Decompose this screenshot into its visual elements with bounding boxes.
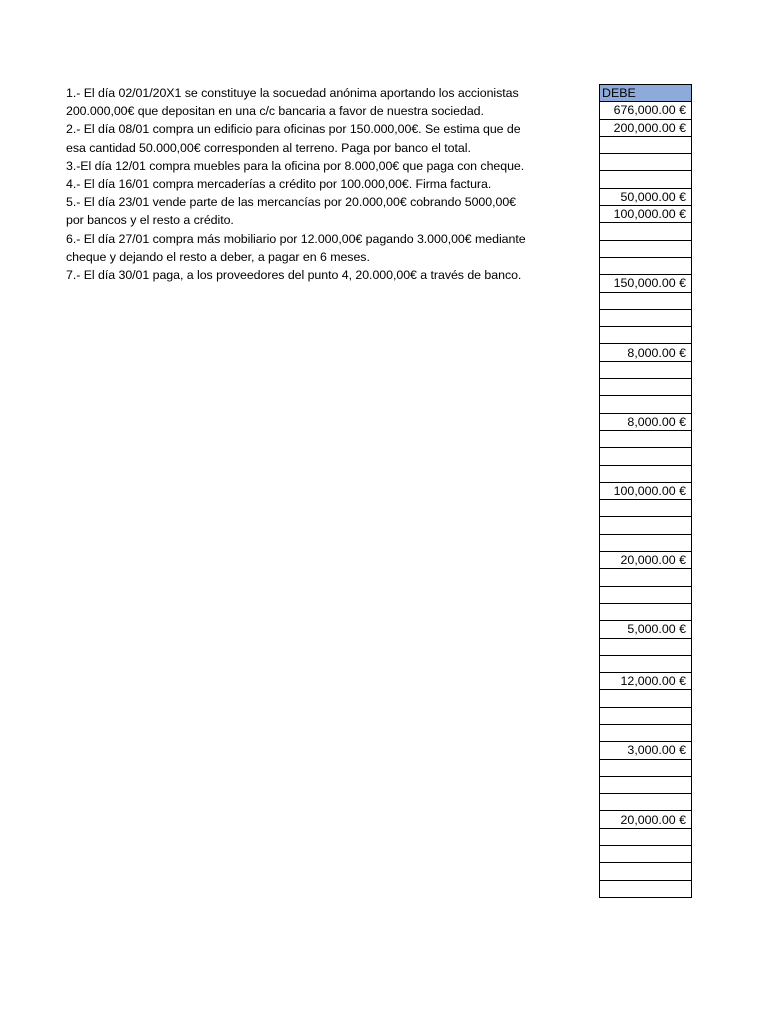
debe-cell[interactable] [600,828,692,845]
debe-cell[interactable] [600,863,692,880]
debe-row [600,206,692,223]
debe-cell[interactable]: 20,000.00 € [600,811,692,828]
debe-row [600,534,692,551]
debe-cell[interactable] [600,379,692,396]
debe-cell[interactable]: 100,000.00 € [600,206,692,223]
statement-line: 6.- El día 27/01 compra más mobiliario por 12.000,00€ pagando 3.000,00€ mediante [66,231,526,246]
debe-cell[interactable] [600,603,692,620]
debe-row [600,690,692,707]
debe-cell[interactable]: 3,000.00 € [600,742,692,759]
debe-row [600,102,692,119]
debe-row [600,136,692,153]
debe-cell[interactable]: 12,000.00 € [600,673,692,690]
debe-cell[interactable] [600,223,692,240]
debe-row [600,794,692,811]
debe-row [600,828,692,845]
debe-row [600,465,692,482]
debe-row [600,552,692,569]
debe-row [600,188,692,205]
debe-cell[interactable] [600,880,692,897]
debe-row [600,811,692,828]
debe-cell[interactable]: 8,000.00 € [600,344,692,361]
debe-row [600,655,692,672]
debe-cell[interactable] [600,655,692,672]
debe-cell[interactable]: 676,000.00 € [600,102,692,119]
debe-cell[interactable]: 5,000.00 € [600,621,692,638]
debe-row [600,275,692,292]
debe-row [600,603,692,620]
debe-cell[interactable] [600,240,692,257]
statement-line: 1.- El día 02/01/20X1 se constituye la socuedad anónima aportando los accionistas [66,86,519,100]
debe-cell[interactable] [600,361,692,378]
debe-cell[interactable]: 200,000.00 € [600,119,692,136]
statement-line: por bancos y el resto a crédito. [66,213,234,228]
debe-row [600,327,692,344]
debe-row [600,257,692,274]
debe-row [600,707,692,724]
statement-line: 7.- El día 30/01 paga, a los proveedores del punto 4, 20.000,00€ a través de banco. [66,268,522,283]
debe-cell[interactable]: 20,000.00 € [600,552,692,569]
debe-cell[interactable] [600,794,692,811]
debe-cell[interactable] [600,257,692,274]
debe-row [600,846,692,863]
debe-cell[interactable] [600,396,692,413]
debe-cell[interactable] [600,846,692,863]
debe-cell[interactable] [600,309,692,326]
debe-cell[interactable] [600,569,692,586]
debe-header-row [600,85,692,102]
debe-cell[interactable] [600,690,692,707]
debe-cell[interactable] [600,136,692,153]
debe-cell[interactable]: 150,000.00 € [600,275,692,292]
debe-header-cell[interactable]: DEBE [600,85,692,102]
debe-cell[interactable] [600,638,692,655]
debe-row [600,223,692,240]
debe-row [600,448,692,465]
debe-row [600,586,692,603]
debe-row [600,500,692,517]
debe-row [600,638,692,655]
debe-row [600,742,692,759]
debe-row [600,379,692,396]
debe-row [600,344,692,361]
debe-cell[interactable]: 8,000.00 € [600,413,692,430]
debe-cell[interactable] [600,465,692,482]
debe-row [600,724,692,741]
debe-table [599,84,692,898]
statement-line: 3.-El día 12/01 compra muebles para la oficina por 8.000,00€ que paga con cheque. [66,158,525,173]
debe-row [600,361,692,378]
debe-row [600,430,692,447]
statement-line: 2.- El día 08/01 compra un edificio para oficinas por 150.000,00€. Se estima que de [66,122,521,137]
statement-text [66,84,566,284]
statement-line: 5.- El día 23/01 vende parte de las mercancías por 20.000,00€ cobrando 5000,00€ [66,195,517,210]
debe-cell[interactable] [600,759,692,776]
debe-cell[interactable] [600,517,692,534]
debe-cell[interactable] [600,448,692,465]
statement-line: cheque y dejando el resto a deber, a pagar en 6 meses. [66,249,370,264]
debe-row [600,517,692,534]
debe-row [600,413,692,430]
debe-row [600,776,692,793]
debe-row [600,309,692,326]
debe-cell[interactable] [600,776,692,793]
debe-row [600,482,692,499]
debe-row [600,863,692,880]
debe-cell[interactable]: 100,000.00 € [600,482,692,499]
debe-cell[interactable] [600,707,692,724]
debe-row [600,759,692,776]
debe-row [600,119,692,136]
debe-row [600,396,692,413]
debe-cell[interactable] [600,171,692,188]
debe-row [600,154,692,171]
debe-cell[interactable] [600,534,692,551]
debe-row [600,171,692,188]
debe-cell[interactable] [600,430,692,447]
debe-row [600,292,692,309]
debe-cell[interactable] [600,724,692,741]
debe-row [600,569,692,586]
statement-line: 4.- El día 16/01 compra mercaderías a crédito por 100.000,00€. Firma factura. [66,177,492,192]
debe-row [600,621,692,638]
statement-line: 200.000,00€ que depositan en una c/c bancaria a favor de nuestra sociedad. [66,104,484,119]
debe-cell[interactable] [600,500,692,517]
debe-row [600,673,692,690]
debe-cell[interactable] [600,292,692,309]
debe-cell[interactable] [600,586,692,603]
debe-cell[interactable] [600,154,692,171]
debe-row [600,240,692,257]
statement-line: esa cantidad 50.000,00€ corresponden al terreno. Paga por banco el total. [66,140,471,155]
debe-cell[interactable] [600,327,692,344]
debe-cell[interactable]: 50,000.00 € [600,188,692,205]
debe-row [600,880,692,897]
